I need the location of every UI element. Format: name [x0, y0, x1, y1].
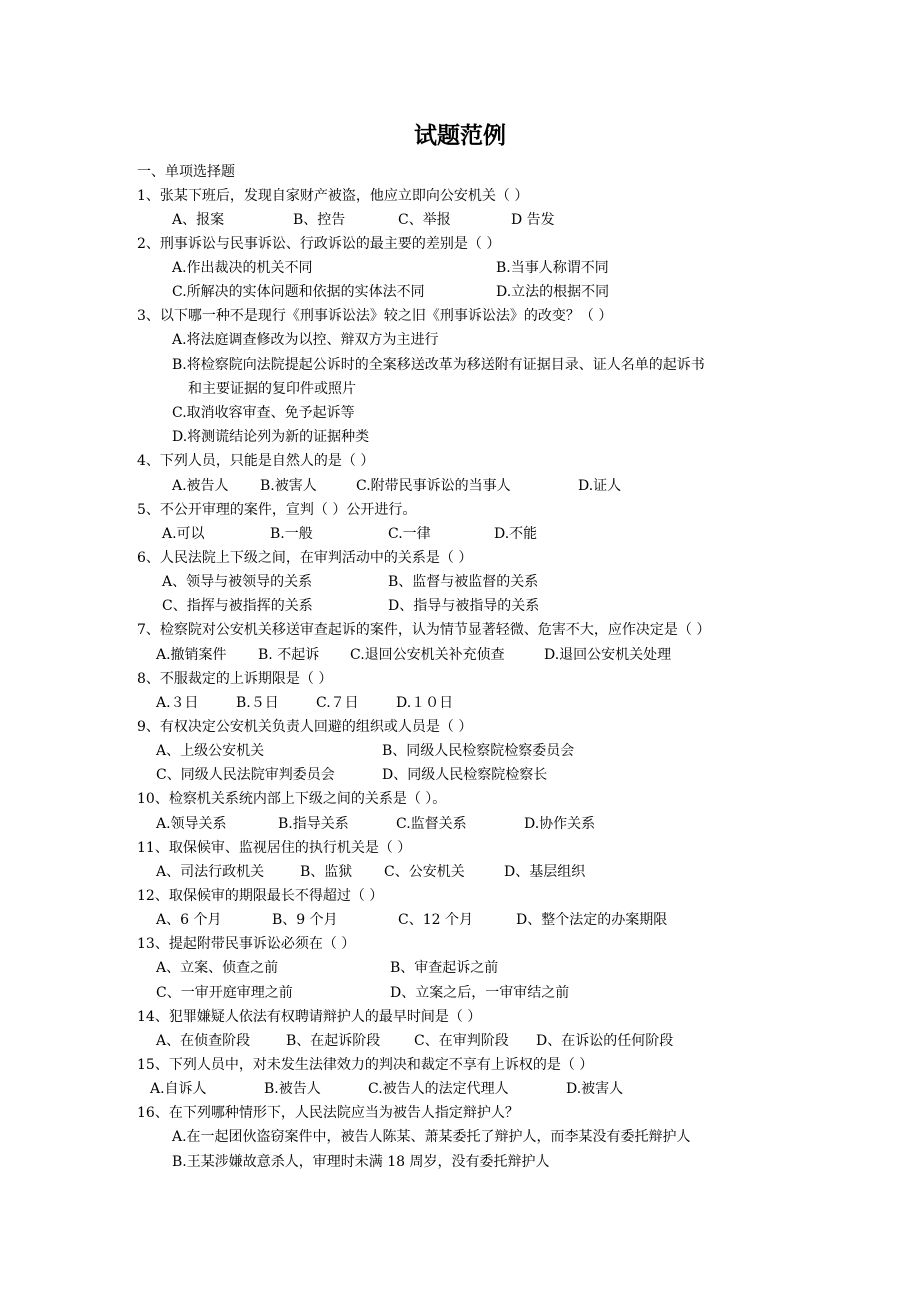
option: A、上级公安机关 — [156, 743, 265, 759]
option: C、指挥与被指挥的关系 — [162, 598, 313, 614]
question-5-options — [0, 524, 920, 544]
question-6-options-row1 — [0, 572, 920, 592]
option: A.撤销案件 — [156, 647, 227, 663]
question-3-stem: 3、以下哪一种不是现行《刑事诉讼法》较之旧《刑事诉讼法》的改变？（ ） — [137, 308, 613, 324]
question-1-options — [0, 210, 920, 230]
question-8-stem: 8、不服裁定的上诉期限是（ ） — [137, 671, 333, 687]
question-6-options-row2 — [0, 596, 920, 616]
option: C、公安机关 — [384, 864, 465, 880]
option: A.领导关系 — [156, 816, 227, 832]
option: A.被告人 — [172, 478, 229, 494]
option: B.被告人 — [264, 1081, 321, 1097]
question-12-stem: 12、取保候审的期限最长不得超过（ ） — [137, 888, 384, 904]
question-6-stem: 6、人民法院上下级之间，在审判活动中的关系是（ ） — [137, 550, 473, 566]
option: B.一般 — [270, 526, 313, 542]
question-9-stem: 9、有权决定公安机关负责人回避的组织或人员是（ ） — [137, 719, 473, 735]
option: B.被害人 — [260, 478, 317, 494]
option: B、9 个月 — [272, 912, 338, 928]
option: C.７日 — [316, 695, 359, 711]
option: B. 不起诉 — [258, 647, 320, 663]
option: A、在侦查阶段 — [156, 1033, 251, 1049]
question-14-options — [0, 1031, 920, 1051]
option: C.一律 — [388, 526, 431, 542]
option: D.１０日 — [396, 695, 454, 711]
option: A.作出裁决的机关不同 — [172, 260, 313, 276]
option: D、在诉讼的任何阶段 — [536, 1033, 674, 1049]
option: A、立案、侦查之前 — [156, 960, 279, 976]
option: D.证人 — [578, 478, 622, 494]
option: D 告发 — [511, 212, 555, 228]
option: C、12 个月 — [398, 912, 473, 928]
option: B、控告 — [293, 212, 346, 228]
question-2-stem: 2、刑事诉讼与民事诉讼、行政诉讼的最主要的差别是（ ） — [137, 236, 501, 252]
option: D、同级人民检察院检察长 — [382, 767, 548, 783]
question-10-stem: 10、检察机关系统内部上下级之间的关系是（ ）。 — [137, 791, 447, 807]
option: A、报案 — [172, 212, 225, 228]
option: A.将法庭调查修改为以控、辩双方为主进行 — [172, 332, 439, 348]
option: D、整个法定的办案期限 — [516, 912, 668, 928]
question-13-stem: 13、提起附带民事诉讼必须在（ ） — [137, 936, 356, 952]
question-11-stem: 11、取保候审、监视居住的执行机关是（ ） — [137, 840, 412, 856]
question-8-options — [0, 693, 920, 713]
option: B.王某涉嫌故意杀人，审理时未满 18 周岁，没有委托辩护人 — [172, 1154, 550, 1170]
option: A、6 个月 — [156, 912, 222, 928]
option: D.不能 — [494, 526, 538, 542]
option: A.３日 — [156, 695, 199, 711]
section-heading: 一、单项选择题 — [137, 164, 235, 180]
option: B、在起诉阶段 — [286, 1033, 381, 1049]
question-5-stem: 5、不公开审理的案件，宣判（ ）公开进行。 — [137, 502, 417, 518]
option: B.将检察院向法院提起公诉时的全案移送改革为移送附有证据目录、证人名单的起诉书 — [172, 357, 705, 373]
option: D、基层组织 — [504, 864, 586, 880]
question-12-options — [0, 910, 920, 930]
question-13-options-row2 — [0, 983, 920, 1003]
option-continuation: 和主要证据的复印件或照片 — [188, 381, 356, 397]
option: A、领导与被领导的关系 — [162, 574, 313, 590]
option: D、立案之后，一审审结之前 — [390, 985, 570, 1001]
question-4-options — [0, 476, 920, 496]
option: C.被告人的法定代理人 — [368, 1081, 509, 1097]
option: B、审查起诉之前 — [390, 960, 499, 976]
option: B.指导关系 — [278, 816, 349, 832]
question-15-stem: 15、下列人员中，对未发生法律效力的判决和裁定不享有上诉权的是（ ） — [137, 1057, 594, 1073]
option: A.可以 — [162, 526, 205, 542]
question-4-stem: 4、下列人员，只能是自然人的是（ ） — [137, 453, 375, 469]
option: D.立法的根据不同 — [496, 284, 610, 300]
question-7-stem: 7、检察院对公安机关移送审查起诉的案件，认为情节显著轻微、危害不大，应作决定是（ ） — [137, 622, 711, 638]
option: A、司法行政机关 — [156, 864, 265, 880]
option: C、同级人民法院审判委员会 — [156, 767, 335, 783]
question-2-options-row2 — [0, 282, 920, 302]
question-9-options-row2 — [0, 765, 920, 785]
option: B.５日 — [236, 695, 279, 711]
option: C.退回公安机关补充侦查 — [350, 647, 505, 663]
question-9-options-row1 — [0, 741, 920, 761]
page-title: 试题范例 — [414, 122, 506, 149]
question-13-options-row1 — [0, 958, 920, 978]
option: D、指导与被指导的关系 — [388, 598, 540, 614]
question-10-options — [0, 814, 920, 834]
question-11-options — [0, 862, 920, 882]
option: C、举报 — [398, 212, 451, 228]
option: D.将测谎结论列为新的证据种类 — [172, 429, 370, 445]
option: A.在一起团伙盗窃案件中，被告人陈某、萧某委托了辩护人，而李某没有委托辩护人 — [172, 1129, 691, 1145]
option: D.协作关系 — [524, 816, 596, 832]
option: C.所解决的实体问题和依据的实体法不同 — [172, 284, 425, 300]
option: C.附带民事诉讼的当事人 — [356, 478, 511, 494]
question-7-options — [0, 645, 920, 665]
option: A.自诉人 — [150, 1081, 207, 1097]
option: D.被害人 — [566, 1081, 624, 1097]
option: C、一审开庭审理之前 — [156, 985, 293, 1001]
question-16-stem: 16、在下列哪种情形下，人民法院应当为被告人指定辩护人？ — [137, 1105, 519, 1121]
option: B、同级人民检察院检察委员会 — [382, 743, 575, 759]
option: C.监督关系 — [396, 816, 467, 832]
option: C.取消收容审查、免予起诉等 — [172, 405, 355, 421]
question-2-options-row1 — [0, 258, 920, 278]
question-1-stem: 1、张某下班后，发现自家财产被盗，他应立即向公安机关（ ） — [137, 188, 529, 204]
question-14-stem: 14、犯罪嫌疑人依法有权聘请辩护人的最早时间是（ ） — [137, 1009, 482, 1025]
option: B.当事人称谓不同 — [496, 260, 609, 276]
option: B、监狱 — [300, 864, 353, 880]
question-15-options — [0, 1079, 920, 1099]
option: B、监督与被监督的关系 — [388, 574, 539, 590]
option: C、在审判阶段 — [414, 1033, 509, 1049]
option: D.退回公安机关处理 — [544, 647, 672, 663]
